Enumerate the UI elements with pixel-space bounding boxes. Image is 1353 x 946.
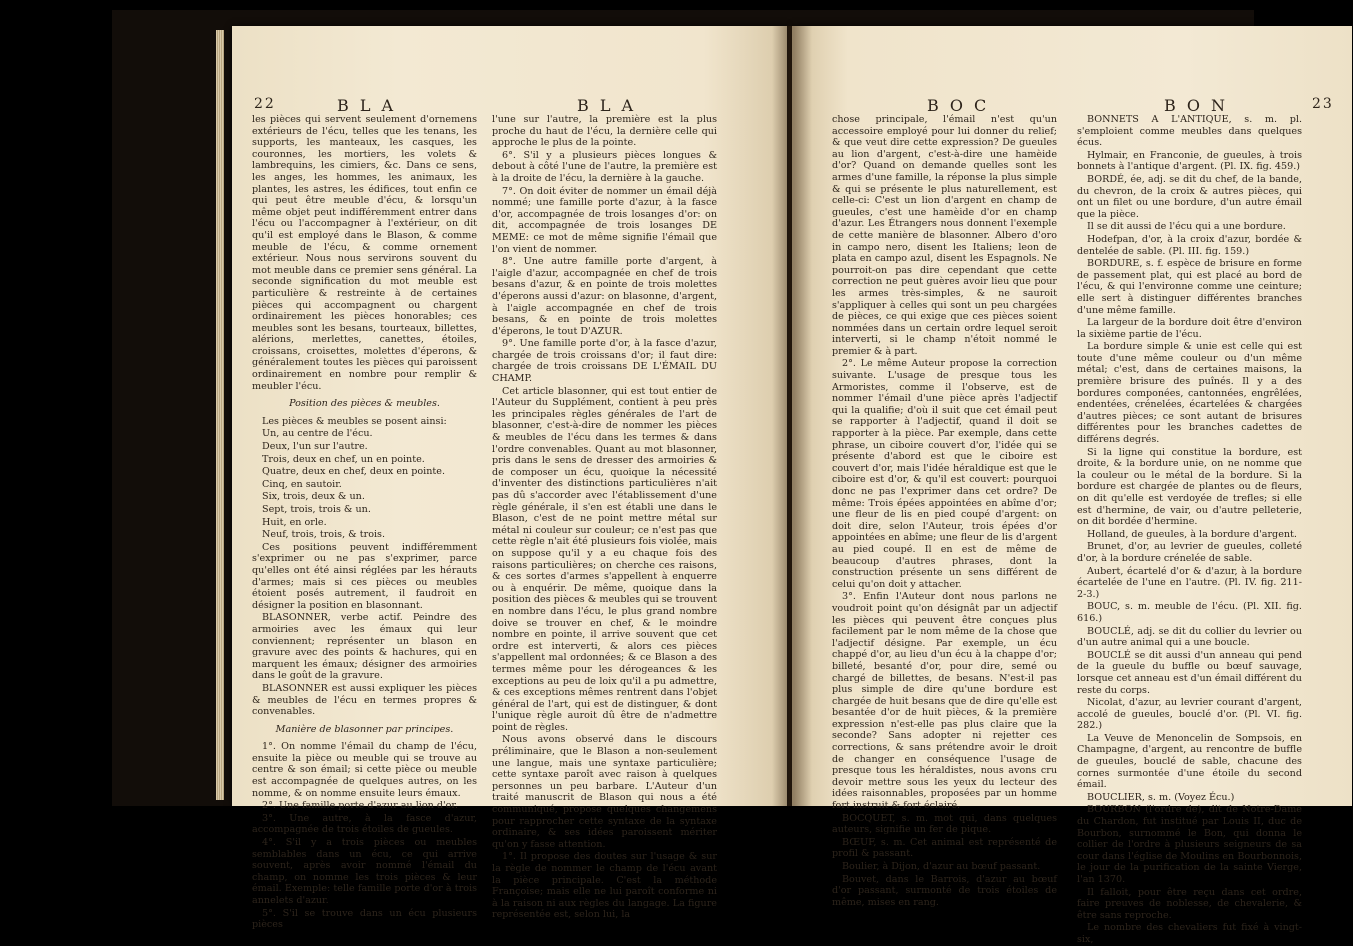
paragraph: 6°. S'il y a plusieurs pièces longues & debout à côté l'une de l'autre, la première est à la droite de l'écu, la dernière à la gauche. — [492, 149, 717, 184]
paragraph: Brunet, d'or, au levrier de gueules, colleté d'or, à la bordure crénelée de sable. — [1077, 541, 1302, 564]
list-item: Deux, l'un sur l'autre. — [262, 441, 368, 453]
paragraph: Boulier, à Dijon, d'azur au bœuf passant. — [842, 861, 1041, 872]
paragraph: BOUCLÉ se dit aussi d'un anneau qui pend de la gueule du buffle ou bœuf sauvage, lorsque cet anneau est d'un émail différent du reste du corps. — [1077, 649, 1302, 696]
paragraph: Hodefpan, d'or, à la croix d'azur, bordée & dentelée de sable. (Pl. III. fig. 159.) — [1077, 233, 1302, 257]
paragraph: La Veuve de Menoncelin de Sompsois, en Champagne, d'argent, au rencontre de buffle de gueules, bouclé de sable, chacune des cornes surmontée d'une étoile du second émail. — [1077, 732, 1302, 791]
paragraph: BLASONNER est aussi expliquer les pièces & meubles de l'écu en termes propres & convenables. — [252, 682, 477, 718]
paragraph: BOUC, s. m. meuble de l'écu. (Pl. XII. fig. 616.) — [1077, 601, 1302, 624]
left-page — [232, 26, 787, 931]
paragraph: Bouvet, dans le Barrois, d'azur au bœuf d'or passant, surmonté de trois étoiles de même, mises en rang. — [832, 873, 1057, 908]
paragraph: 2°. Une famille porte d'azur au lion d'or. — [262, 800, 458, 812]
paragraph: 7°. On doit éviter de nommer un émail déjà nommé; une famille porte d'azur, à la fasce d'or, accompagnée de trois losanges d'or: on dit, accompagnée de trois losanges DE MEME: ce mot de même signifie l'émail que l'on vient de nommer. — [492, 185, 717, 255]
paragraph: BOUCLÉ, adj. se dit du collier du levrier ou d'un autre animal qui a une boucle. — [1077, 625, 1302, 649]
paragraph: BOCQUET, s. m. mot qui, dans quelques auteurs, signifie un fer de pique. — [832, 812, 1057, 836]
list-item: Trois, deux en chef, un en pointe. — [262, 453, 425, 465]
section-heading: Manière de blasonner par principes. — [275, 723, 454, 735]
paragraph: 2°. Le même Auteur propose la correction suivante. L'usage de presque tous les Armoristes, comme il l'observe, est de nommer l'émail d'une pièce après l'adjectif qui la qualifie; d'où il suit que cet émail peut se rapporter à l'adjectif, quand il doit se rapporter à la pièce. Par exemple, dans cette phrase, un ciboire couvert d'or, l'idée qui se présente d'abord est que le ciboire est couvert d'or, mais l'idée héraldique est que le ciboire est d'or, & qu'il est couvert: pourquoi donc ne pas l'exprimer dans cet ordre? De même: Trois épées appointées en abîme d'or; une fleur de lis en pied coupé d'argent: on doit dire, selon l'Auteur, trois épées d'or appointées en abîme; une fleur de lis d'argent au pied coupé. Il en est de même de beaucoup d'autres phrases, dont la construction présente un sens différent de celui qu'on doit y attacher. — [832, 358, 1057, 590]
paragraph: Hylmair, en Franconie, de gueules, à trois bonnets à l'antique d'argent. (Pl. IX. fig. 459.) — [1077, 149, 1302, 173]
paragraph: Ces positions peuvent indifféremment s'exprimer ou ne pas s'exprimer, parce qu'elles ont été ainsi réglées par les hérauts d'armes; mais si ces pièces ou meubles étoient posés autrement, il faudroit en désigner la position en blasonnant. — [252, 541, 477, 611]
right-page-column-2 — [1077, 114, 1302, 945]
paragraph: 3°. Une autre, à la fasce d'azur, accompagnée de trois étoiles de gueules. — [252, 812, 477, 836]
paragraph: Holland, de gueules, à la bordure d'argent. — [1087, 528, 1297, 540]
paragraph: 4°. S'il y a trois pièces ou meubles semblables dans un écu, ce qui arrive souvent, après avoir nommé l'émail du champ, on nomme les trois pièces & leur émail. Exemple: telle famille porte d'or à trois annelets d'azur. — [252, 837, 477, 906]
left-page-column-1 — [252, 114, 477, 931]
paragraph: Le nombre des chevaliers fut fixé à vingt-six, — [1077, 922, 1302, 945]
right-page-header — [792, 96, 1352, 114]
paragraph: BORDURE, s. f. espèce de brisure en forme de passement plat, qui est placé au bord de l'écu, & qui l'environne comme une ceinture; elle sert à distinguer différentes branches d'une même famille. — [1077, 258, 1302, 316]
list-item: Huit, en orle. — [262, 516, 327, 528]
paragraph: BOUCLIER, s. m. (Voyez Écu.) — [1087, 791, 1235, 803]
book-gutter — [772, 26, 812, 806]
paragraph: Si la ligne qui constitue la bordure, est droite, & la bordure unie, on ne nomme que la couleur ou le métal de la bordure. Si la bordure est chargée de plantes ou de fleurs, on dit qu'elle est verdoyée de trefles; si elle est d'hermine, de vair, ou d'autre pelleterie, on dit bordée d'hermine. — [1077, 446, 1302, 528]
left-page-header — [232, 96, 787, 114]
book-spread — [112, 10, 1334, 945]
paragraph: 5°. S'il se trouve dans un écu plusieurs pièces — [252, 907, 477, 931]
paragraph: La bordure simple & unie est celle qui est toute d'une même couleur ou d'un même métal; c'est, dans de certaines maisons, la première brisure des puînés. Il y a des bordures componées, cantonnées, engrêlées, endentées, crénelées, écartelées & chargées d'autres pièces; ce sont autant de brisures différentes pour les branches cadettes de différens degrés. — [1077, 341, 1302, 446]
paragraph: Cet article blasonner, qui est tout entier de l'Auteur du Supplément, contient à peu près les principales règles générales de l'art de blasonner, c'est-à-dire de nommer les pièces & meubles de l'écu dans les termes & dans l'ordre convenables. Quant au mot blasonner, pris dans le sens de dresser des armoiries & de composer un écu, quoique la nécessité d'inventer des distinctions particulières n'ait pas dû s'accorder avec l'établissement d'une règle générale, il s'en est établi une dans le Blason, c'est de ne point mettre métal sur métal ni couleur sur couleur; ce n'est pas que cette règle n'ait été plusieurs fois violée, mais on suppose qu'il y a eu chaque fois des raisons particulières; on cherche ces raisons, & ces sortes d'armes s'appellent à enquerre ou à enquérir. De même, quoique dans la position des pièces & meubles qui se trouvent en nombre dans l'écu, le plus grand nombre doive se trouver en chef, & le moindre nombre en pointe, il arrive souvent que cet ordre est interverti, & alors ces pièces s'appellent mal ordonnées; & ce Blason a des termes même pour les dérogeances & les exceptions au peu de loix qu'il a pu admettre, & ces exceptions mêmes rentrent dans l'objet général de l'art, qui est de distinguer, & dont l'unique règle auroit dû être de n'admettre point de règles. — [492, 385, 717, 733]
paragraph: Nous avons observé dans le discours préliminaire, que le Blason a non-seulement une langue, mais une syntaxe particulière; cette syntaxe paroît avec raison à quelques personnes un peu barbare. L'Auteur d'un traité manuscrit de Blason qui nous a été communiqué, propose quelques changemens pour rapprocher cette syntaxe de la syntaxe ordinaire, & ses idées paroissent mériter qu'on y fasse attention. — [492, 734, 717, 850]
paragraph: Aubert, écartelé d'or & d'azur, à la bordure écartelée de l'une en l'autre. (Pl. IV. fig. 211-2-3.) — [1077, 565, 1302, 600]
list-item: Neuf, trois, trois, & trois. — [262, 529, 386, 541]
list-item: Sept, trois, trois & un. — [262, 504, 371, 515]
page-edges-left — [216, 30, 224, 800]
paragraph: BORDÉ, ée, adj. se dit du chef, de la bande, du chevron, de la croix & autres pièces, qui ont un filet ou une bordure, d'un autre émail que la pièce. — [1077, 173, 1302, 220]
list-item: Un, au centre de l'écu. — [262, 428, 373, 440]
paragraph: l'une sur l'autre, la première est la plus proche du haut de l'écu, la dernière celle qui approche le plus de la pointe. — [492, 114, 717, 149]
paragraph: 1°. Il propose des doutes sur l'usage & sur la règle de nommer le champ de l'écu avant la pièce principale. C'est la méthode Françoise; mais elle ne lui paroît conforme ni à la raison ni aux règles du langage. La figure représentée est, selon lui, la — [492, 851, 717, 921]
list-item: Quatre, deux en chef, deux en pointe. — [262, 466, 445, 478]
right-page — [792, 26, 1352, 945]
list-item: Six, trois, deux & un. — [262, 491, 365, 503]
running-head-right-col2: B O N — [1164, 96, 1229, 115]
paragraph: BŒUF, s. m. Cet animal est représenté de profil & passant. — [832, 836, 1057, 860]
paragraph: Nicolat, d'azur, au levrier courant d'argent, accolé de gueules, bouclé d'or. (Pl. VI. fig. 282.) — [1077, 697, 1302, 732]
paragraph: Il falloit, pour être reçu dans cet ordre, faire preuves de noblesse, de chevalerie, & être sans reproche. — [1077, 886, 1302, 921]
paragraph: les pièces qui servent seulement d'ornemens extérieurs de l'écu, telles que les tenans, les supports, les manteaux, les casques, les couronnes, les mortiers, les volets & lambrequins, les cimiers, &c. Dans ce sens, les anges, les hommes, les animaux, les plantes, les astres, les édifices, tout enfin ce qui peut être meuble d'écu, & lorsqu'un même objet peut indifféremment entrer dans l'écu ou l'accompagner à l'extérieur, on dit qu'il est employé dans le Blason, & comme meuble de l'écu, & comme ornement extérieur. Nous nous servirons souvent du mot meuble dans ce premier sens général. La seconde signification du mot meuble est particulière & restreinte à de certaines pièces qui accompagnent ou chargent ordinairement les pièces honorables; ces meubles sont les besans, tourteaux, billettes, alérions, merlettes, canettes, étoiles, croissans, croisettes, molettes d'éperons, & généralement toutes les pièces qui paroissent ordinairement en nombre pour remplir & meubler l'écu. — [252, 114, 477, 392]
running-head-right-col1: B O C — [927, 96, 990, 115]
list-item: Cinq, en sautoir. — [262, 478, 342, 490]
paragraph: BLASONNER, verbe actif. Peindre des armoiries avec les émaux qui leur conviennent; représenter un blason en gravure avec des points & hachures, qui en marquent les émaux; désigner des armoiries dans le goût de la gravure. — [252, 612, 477, 682]
paragraph: chose principale, l'émail n'est qu'un accessoire employé pour lui donner du relief; & que veut dire cette expression? De gueules au lion d'argent, c'est-à-dire une hamèide d'or? Quand on demande quelles sont les armes d'une famille, la réponse la plus simple & qui se présente le plus naturellement, est celle-ci: C'est un lion d'argent en champ de gueules, c'est une hamèide d'or en champ d'azur. Les Étrangers nous donnent l'exemple de cette manière de blasonner. Albero d'oro in campo nero, disent les Italiens; leon de plata en campo azul, disent les Espagnols. Ne pourroit-on pas dire cependant que cette correction ne peut guères avoir lieu que pour les armes très-simples, & ne sauroit s'appliquer à celles qui sont un peu chargées de pièces, ce qui exige que ces pièces soient nommées dans un certain ordre lequel seroit interverti, si le champ n'étoit nommé le premier & à part. — [832, 114, 1057, 357]
paragraph: Les pièces & meubles se posent ainsi: — [262, 415, 447, 427]
paragraph: La largeur de la bordure doit être d'environ la sixième partie de l'écu. — [1077, 317, 1302, 340]
page-number-left: 22 — [254, 96, 276, 112]
paragraph: 9°. Une famille porte d'or, à la fasce d'azur, chargée de trois croissans d'or; il faut dire: chargée de trois croissans DE L'ÉMAIL DU CHAMP. — [492, 338, 717, 385]
section-heading: Position des pièces & meubles. — [289, 398, 440, 410]
paragraph: Il se dit aussi de l'écu qui a une bordure. — [1087, 221, 1286, 233]
page-number-right: 23 — [1312, 96, 1334, 112]
paragraph: 1°. On nomme l'émail du champ de l'écu, ensuite la pièce ou meuble qui se trouve au centre & son émail; si cette pièce ou meuble est accompagnée de quelques autres, on les nomme, & on nomme ensuite leurs émaux. — [252, 741, 477, 799]
paragraph: BONNETS A L'ANTIQUE, s. m. pl. s'emploient comme meubles dans quelques écus. — [1077, 114, 1302, 149]
running-head-left-col2: B L A — [577, 96, 637, 115]
paragraph: 8°. Une autre famille porte d'argent, à l'aigle d'azur, accompagnée en chef de trois besans d'azur, & en pointe de trois molettes d'éperons aussi d'azur: on blasonne, d'argent, à l'aigle accompagnée en chef de trois besans, & en pointe de trois molettes d'éperons, le tout D'AZUR. — [492, 256, 717, 337]
running-head-left-col1: B L A — [337, 96, 397, 115]
right-page-column-1 — [832, 114, 1057, 908]
left-page-column-2 — [492, 114, 717, 921]
paragraph: BOURBON (l'ordre de), dit de Notre-Dame du Chardon, fut institué par Louis II, duc de Bourbon, surnommé le Bon, qui donna le collier de l'ordre à plusieurs seigneurs de sa cour dans l'église de Moulins en Bourbonnois, le jour de la purification de la sainte Vierge, l'an 1370. — [1077, 804, 1302, 885]
paragraph: 3°. Enfin l'Auteur dont nous parlons ne voudroit point qu'on désignât par un adjectif les pièces qui peuvent être conçues plus facilement par le nom même de la chose que l'adjectif désigne. Par exemple, un écu chappé d'or, au lieu d'un écu à la chappe d'or; billeté, besanté d'or, pour dire, semé ou chargé de billettes, de besans. N'est-il pas plus simple de dire qu'une bordure est chargée de huit besans que de dire qu'elle est besantée d'or de huit pièces, & la première expression n'est-elle pas plus claire que la seconde? Sans adopter ni rejetter ces corrections, & sans prétendre avoir le droit de changer en conséquence l'usage de presque tous les héraldistes, nous avons cru devoir mettre sous les yeux du lecteur des idées raisonnables, proposées par un homme fort instruit & fort éclairé. — [832, 591, 1057, 812]
